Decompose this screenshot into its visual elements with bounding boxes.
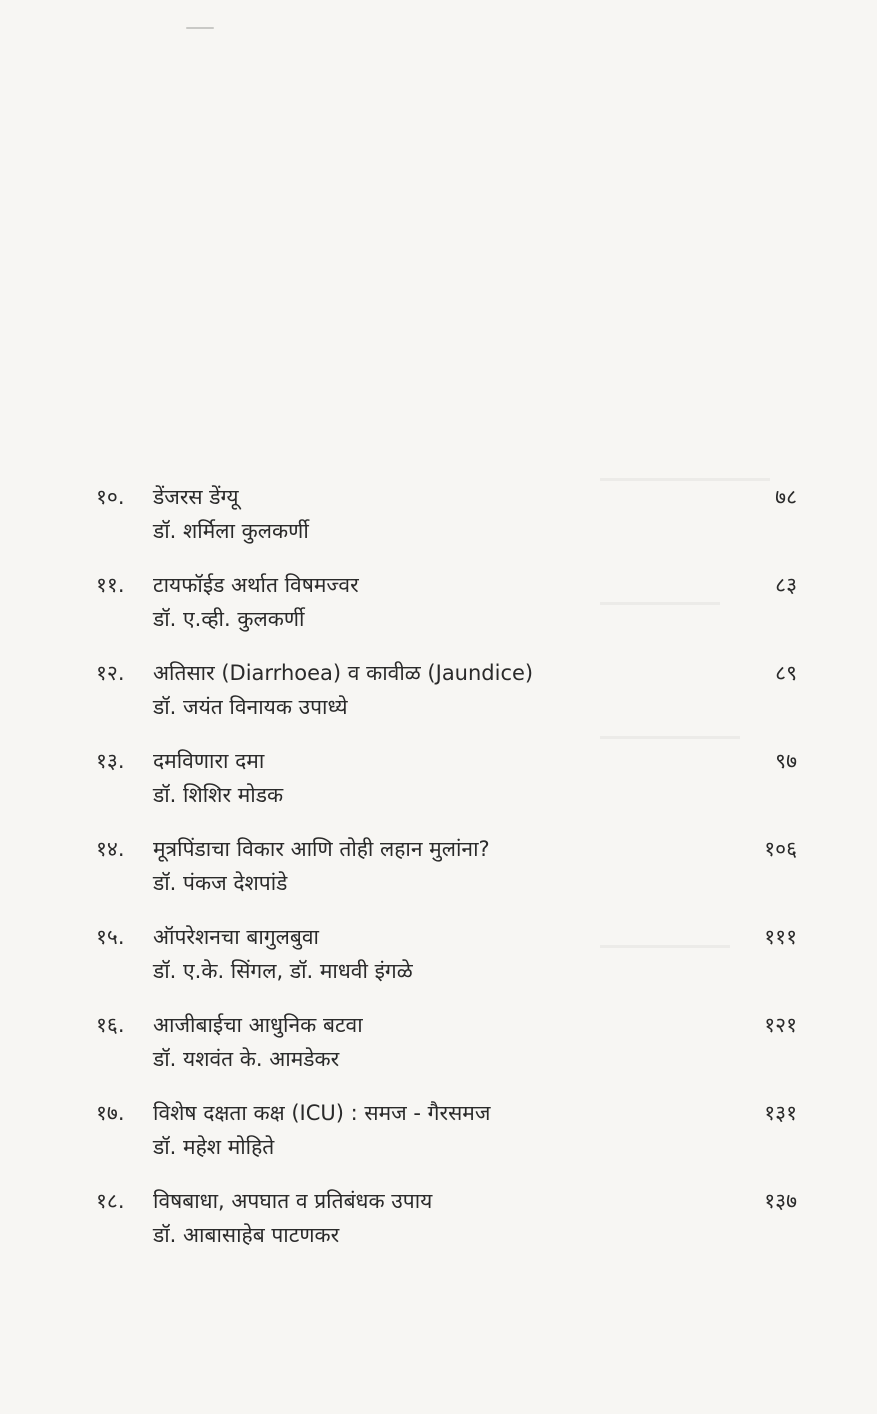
page-number: ८९	[775, 661, 797, 685]
chapter-author: डॉ. यशवंत के. आमडेकर	[153, 1047, 340, 1071]
toc-entry[interactable]	[0, 836, 877, 916]
chapter-author: डॉ. आबासाहेब पाटणकर	[153, 1223, 340, 1247]
chapter-number: ११.	[96, 573, 125, 597]
page-number: १०६	[764, 837, 797, 861]
page-number: १३७	[764, 1189, 797, 1213]
chapter-title: आजीबाईचा आधुनिक बटवा	[153, 1013, 363, 1037]
chapter-author: डॉ. पंकज देशपांडे	[153, 871, 288, 895]
chapter-author: डॉ. ए.व्ही. कुलकर्णी	[153, 607, 305, 631]
toc-entry[interactable]	[0, 660, 877, 740]
chapter-number: १६.	[96, 1013, 125, 1037]
chapter-number: १२.	[96, 661, 125, 685]
chapter-title: डेंजरस डेंग्यू	[153, 485, 239, 509]
toc-entry[interactable]	[0, 748, 877, 828]
chapter-title: विषबाधा, अपघात व प्रतिबंधक उपाय	[153, 1189, 433, 1213]
page-number: ९७	[775, 749, 797, 773]
toc-entry[interactable]	[0, 1012, 877, 1092]
chapter-title: दमविणारा दमा	[153, 749, 265, 773]
chapter-number: १०.	[96, 485, 125, 509]
chapter-author: डॉ. शिशिर मोडक	[153, 783, 284, 807]
chapter-author: डॉ. ए.के. सिंगल, डॉ. माधवी इंगळे	[153, 959, 413, 983]
chapter-author: डॉ. महेश मोहिते	[153, 1135, 275, 1159]
chapter-title: विशेष दक्षता कक्ष (ICU) : समज - गैरसमज	[153, 1101, 491, 1125]
chapter-number: १८.	[96, 1189, 125, 1213]
chapter-title: टायफॉईड अर्थात विषमज्वर	[153, 573, 359, 597]
page-number: १३१	[764, 1101, 797, 1125]
chapter-title: ऑपरेशनचा बागुलबुवा	[153, 925, 319, 949]
toc-entry[interactable]	[0, 572, 877, 652]
chapter-title: मूत्रपिंडाचा विकार आणि तोही लहान मुलांना?	[153, 837, 490, 861]
page-number: १२१	[764, 1013, 797, 1037]
chapter-title: अतिसार (Diarrhoea) व कावीळ (Jaundice)	[153, 661, 534, 685]
chapter-author: डॉ. शर्मिला कुलकर्णी	[153, 519, 309, 543]
page-number: ८३	[775, 573, 797, 597]
chapter-number: १५.	[96, 925, 125, 949]
chapter-number: १३.	[96, 749, 125, 773]
scan-mark	[186, 27, 214, 29]
toc-entry[interactable]	[0, 1100, 877, 1180]
page-number: ७८	[775, 485, 797, 509]
chapter-author: डॉ. जयंत विनायक उपाध्ये	[153, 695, 348, 719]
chapter-number: १७.	[96, 1101, 125, 1125]
toc-entry[interactable]	[0, 484, 877, 564]
page-number: १११	[764, 925, 797, 949]
toc-entry[interactable]	[0, 924, 877, 1004]
bleed-through-mark	[600, 478, 770, 481]
toc-entry[interactable]	[0, 1188, 877, 1268]
chapter-number: १४.	[96, 837, 125, 861]
